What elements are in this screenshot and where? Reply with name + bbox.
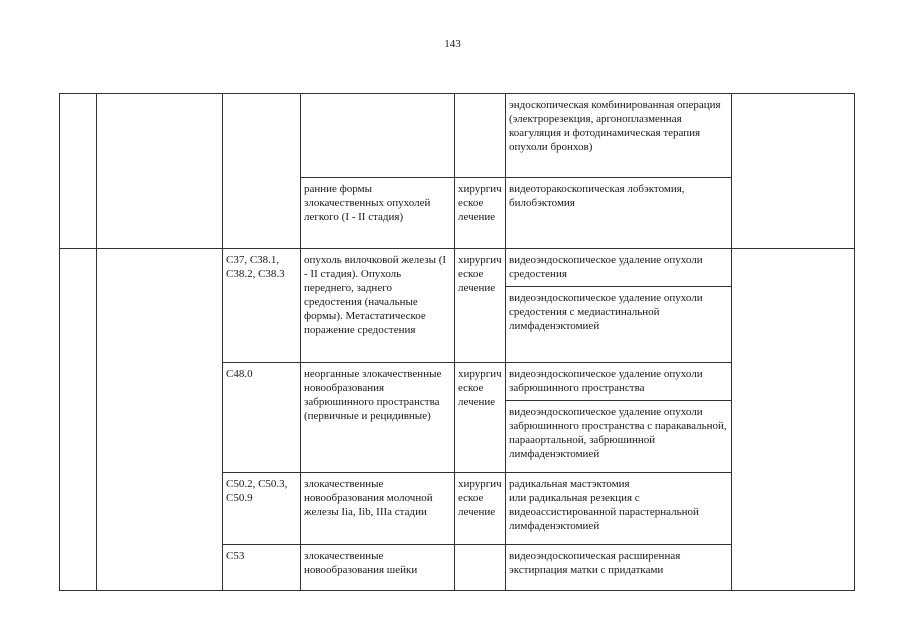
cell-model [301, 178, 455, 249]
method-text: видеоэндоскопическое удаление опухоли средостения с медиастинальной лимфаденэктомией [509, 292, 703, 332]
cell-method [506, 363, 732, 401]
cell-method [506, 178, 732, 249]
cell-model [301, 545, 455, 591]
treatment-text: хирургическое лечение [458, 254, 502, 294]
method-text: видеоэндоскопическое удаление опухоли забрюшинного пространства с паракавальной, парааортальной, забрюшинной лимфаденэктомией [509, 406, 727, 460]
cell-treatment [455, 178, 506, 249]
cell-codes [223, 249, 301, 363]
page-number: 143 [444, 38, 461, 50]
cell-method [506, 287, 732, 363]
method-text: видеоэндоскопическая расширенная экстирпация матки с придатками [509, 550, 681, 576]
cell-treatment [455, 545, 506, 591]
table-row [60, 94, 855, 178]
method-text: видеоэндоскопическое удаление опухоли забрюшинного пространства [509, 368, 703, 394]
cell-norm [732, 178, 855, 249]
cell-norm [732, 249, 855, 591]
cell-norm [732, 94, 855, 178]
cell-number [60, 249, 97, 591]
model-text: неорганные злокачественные новообразования забрюшинного пространства (первичные и рецидивные) [304, 368, 442, 422]
table-row [60, 178, 855, 249]
cell-treatment [455, 249, 506, 363]
cell-model [301, 249, 455, 363]
cell-model [301, 473, 455, 545]
treatment-text: хирургическое лечение [458, 183, 502, 223]
cell-number [60, 178, 97, 249]
method-text: эндоскопическая комбинированная операция (электрорезекция, аргоноплазменная коагуляция и фотодинамическая терапия опухоли бронхов) [509, 99, 721, 153]
method-text: видеоэндоскопическое удаление опухоли средостения [509, 254, 703, 280]
model-text: опухоль вилочковой железы (I - II стадия). Опухоль переднего, заднего средостения (начальные формы). Метастатическое поражение средостения [304, 254, 447, 336]
codes-text: C37, C38.1, C38.2, C38.3 [226, 254, 285, 280]
table-row [60, 249, 855, 287]
cell-codes [223, 178, 301, 249]
cell-model [301, 94, 455, 178]
model-text: злокачественные новообразования молочной железы Iia, Iib, IIIa стадии [304, 478, 433, 518]
cell-method [506, 94, 732, 178]
model-text: злокачественные новообразования шейки [304, 550, 418, 576]
treatment-text: хирургическое лечение [458, 478, 502, 518]
codes-text: C53 [226, 550, 245, 562]
cell-treatment [455, 473, 506, 545]
cell-number [60, 94, 97, 178]
method-text: видеоторакоскопическая лобэктомия, билобэктомия [509, 183, 685, 209]
document-table [59, 93, 855, 591]
cell-method [506, 545, 732, 591]
method-text: радикальная мастэктомия или радикальная резекция с видеоассистированной парастернальной лимфаденэктомией [509, 478, 699, 532]
cell-model [301, 363, 455, 473]
cell-codes [223, 94, 301, 178]
cell-method [506, 249, 732, 287]
cell-codes [223, 363, 301, 473]
model-text: ранние формы злокачественных опухолей легкого (I - II стадия) [304, 183, 431, 223]
cell-profile [97, 94, 223, 178]
cell-codes [223, 545, 301, 591]
cell-profile [97, 178, 223, 249]
treatment-text: хирургическое лечение [458, 368, 502, 408]
cell-method [506, 401, 732, 473]
cell-treatment [455, 363, 506, 473]
cell-profile [97, 249, 223, 591]
codes-text: C48.0 [226, 368, 253, 380]
cell-codes [223, 473, 301, 545]
cell-method [506, 473, 732, 545]
codes-text: C50.2, C50.3, C50.9 [226, 478, 288, 504]
cell-treatment [455, 94, 506, 178]
